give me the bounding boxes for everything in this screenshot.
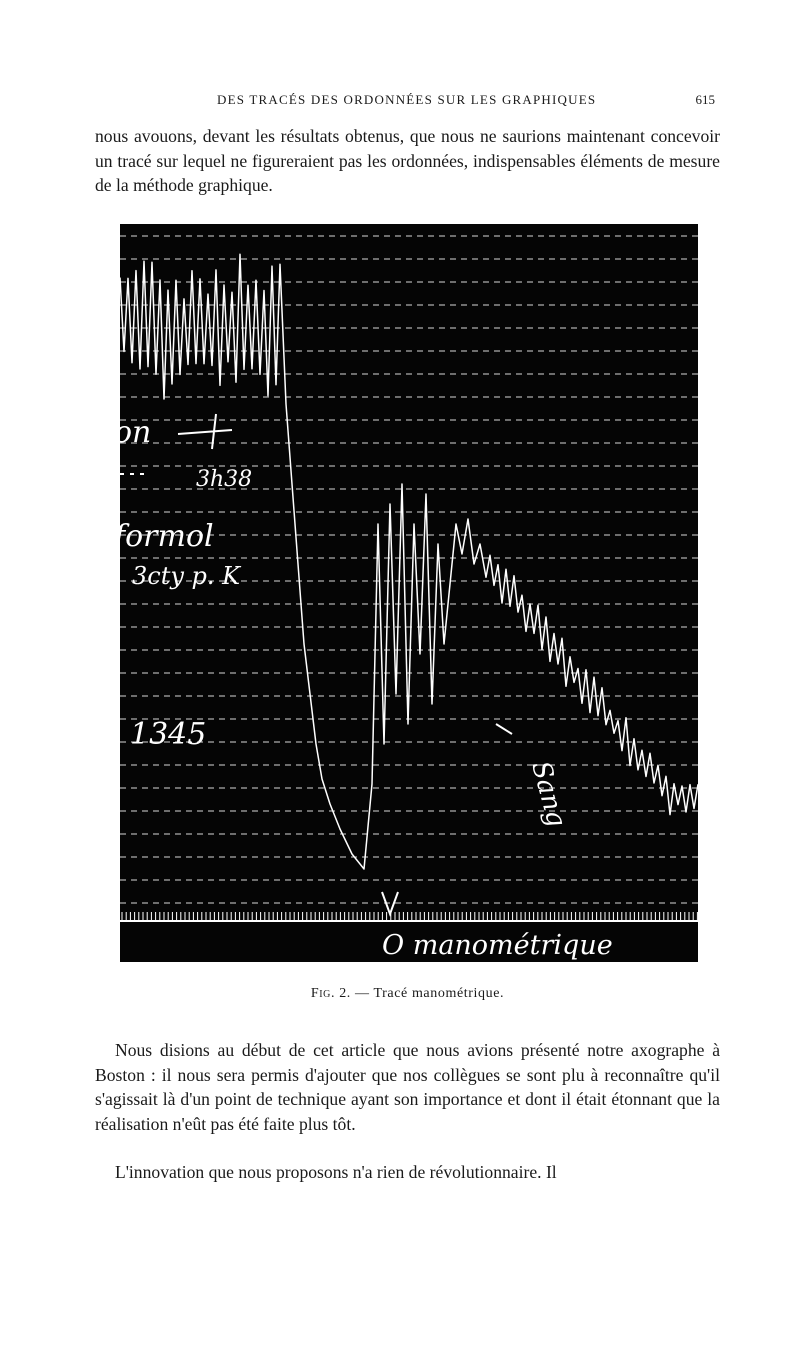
paragraph-2: Nous disions au début de cet article que nous avions présenté notre axographe à Boston : il nous sera permis d'ajouter que nos collègues se sont plu à reconnaître qu'il s'agissait là d'un point de technique ayant son importance et dont il était étonnant que la réalisation n'eût pas été faite plus tôt. [95,1040,720,1134]
trace-plot [114,224,698,962]
annotation-on: on [114,415,152,450]
annotation-sang: Sang [525,758,572,831]
running-title: DES TRACÉS DES ORDONNÉES SUR LES GRAPHIQUES [217,92,597,107]
annotation-formol: formol [114,519,214,554]
figure-label: Fig. 2. [310,986,351,1001]
annotation-dose: 3cty p. K [132,562,241,590]
caption-text: Tracé manométrique. [373,986,505,1001]
manometric-trace-figure [114,224,698,962]
running-head [95,92,715,112]
annotation-time: 3h38 [196,467,253,492]
caption-dash: — [355,986,370,1001]
plot-background [120,224,698,962]
annotation-1345: 1345 [130,717,207,752]
page-number: 615 [695,92,715,107]
paragraph-3: L'innovation que nous proposons n'a rien de révolutionnaire. Il [115,1162,557,1182]
annotation-manometrique: O manométrique [382,930,613,961]
paragraph-1: nous avouons, devant les résultats obtenus, que nous ne saurions maintenant concevoir un tracé sur lequel ne figureraient pas les ordonnées, indispensables éléments de mesure de la méthode graphique. [95,126,720,195]
figure-caption [95,986,720,1002]
